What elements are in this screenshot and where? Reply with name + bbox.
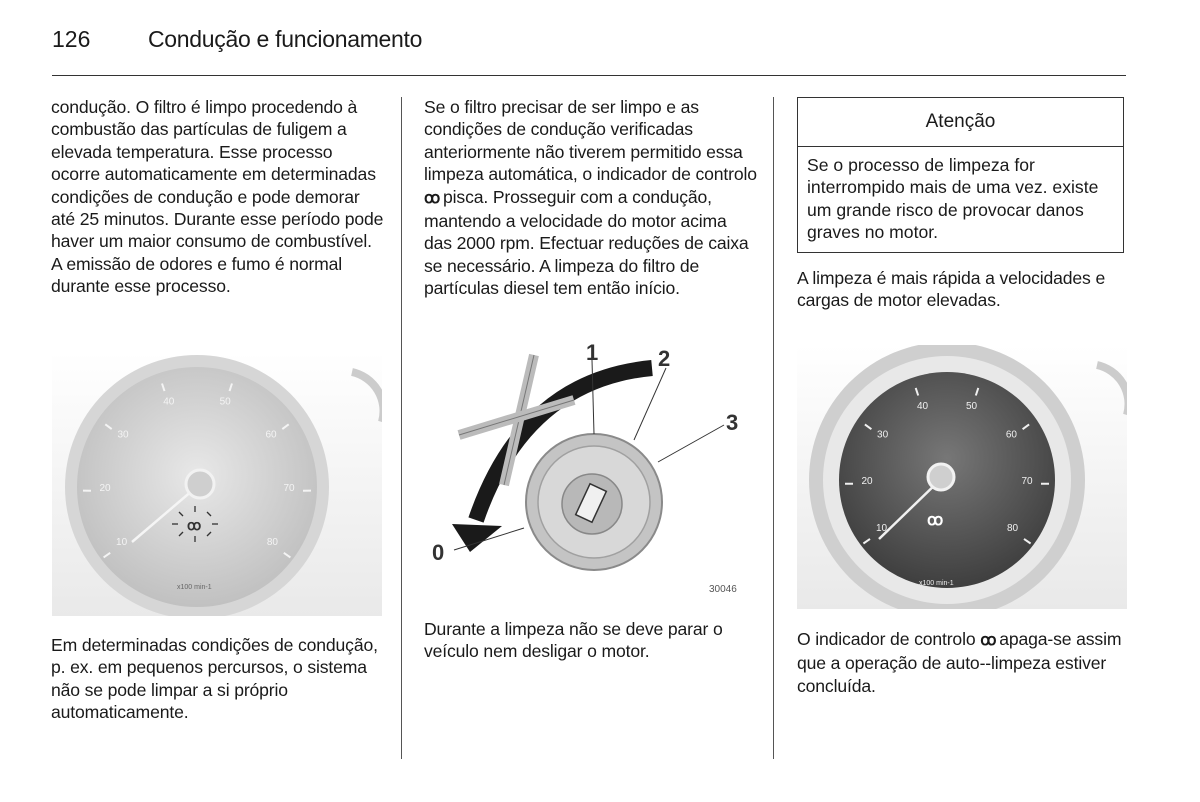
- dashboard-gauge-figure-light: [52, 352, 382, 616]
- col3-text-after-icon: apaga-se assim que a operação de auto--limpeza estiver concluída.: [797, 629, 1122, 696]
- column-divider-2: [773, 97, 774, 759]
- gauge-tick-label: 50: [219, 396, 231, 408]
- dpf-indicator-icon: ꝏ: [424, 189, 439, 207]
- col1-paragraph-1: condução. O filtro é limpo procedendo à combustão das partículas de fuligem a elevada temperatura. Esse processo ocorre automaticamente em determinadas condições de condução e pode demorar até 25 minutos. Durante esse período pode haver um maior consumo de combustível. A emissão de odores e fumo é normal durante esse processo.: [51, 97, 384, 297]
- col2-paragraph-1: [424, 96, 759, 300]
- col2-text-before-icon: Se o filtro precisar de ser limpo e as condições de condução verificadas anteriormente não tiverem permitido essa limpeza automática, o indicador de controlo: [424, 97, 757, 185]
- gauge-tick-label: 30: [117, 429, 129, 441]
- gauge-hub: [186, 470, 214, 498]
- gauge-tick-label: 20: [861, 476, 873, 487]
- col3-text-before-icon: O indicador de controlo: [797, 629, 981, 649]
- gauge-tick-label: 60: [265, 429, 277, 441]
- ignition-switch-figure: [424, 330, 759, 606]
- gauge-tick-label: 70: [1021, 476, 1033, 487]
- svg-text:ꝏ: ꝏ: [187, 517, 202, 533]
- header-rule: [52, 75, 1126, 76]
- gauge-unit-label: x100 min-1: [177, 584, 212, 591]
- figure-label-0: 0: [432, 540, 445, 565]
- gauge-tick-label: 30: [877, 429, 889, 441]
- gauge-tick-label: 70: [283, 482, 295, 494]
- col3-paragraph-1: A limpeza é mais rápida a velocidades e cargas de motor elevadas.: [797, 268, 1106, 311]
- figure-code: 30046: [709, 584, 737, 595]
- gauge-tick-label: 40: [163, 396, 175, 408]
- dpf-warning-light-icon: ꝏ: [927, 512, 944, 529]
- gauge-tick-label: 60: [1005, 429, 1017, 441]
- figure-label-1: 1: [586, 340, 599, 365]
- gauge-tick-label: 80: [266, 536, 278, 548]
- gauge-tick-label: 10: [875, 522, 888, 534]
- col2-text-after-icon: pisca. Prosseguir com a condução, mantendo a velocidade do motor acima das 2000 rpm. Efectuar reduções de caixa se necessário. A limpeza do filtro de partículas diesel tem então início.: [424, 186, 749, 299]
- warning-box: [797, 97, 1124, 253]
- dashboard-gauge-figure-dark: [797, 345, 1127, 609]
- page-number: 126: [52, 26, 91, 52]
- gauge-unit-label: x100 min-1: [919, 580, 954, 587]
- warning-title: Atenção: [798, 98, 1123, 147]
- column-divider-1: [401, 97, 402, 759]
- col1-paragraph-2: Em determinadas condições de condução, p. ex. em pequenos percursos, o sistema não se pode limpar a si próprio automaticamente.: [51, 635, 378, 723]
- col3-paragraph-2: [797, 628, 1127, 697]
- gauge-tick-label: 80: [1006, 522, 1019, 534]
- dpf-indicator-icon: ꝏ: [980, 632, 995, 649]
- figure-label-2: 2: [658, 346, 671, 371]
- gauge-tick-label: 20: [99, 482, 111, 494]
- gauge-tick-label: 40: [916, 400, 929, 412]
- gauge-hub: [928, 464, 954, 490]
- col2-paragraph-2: Durante a limpeza não se deve parar o veículo nem desligar o motor.: [424, 619, 723, 662]
- warning-text: Se o processo de limpeza for interrompido mais de uma vez. existe um grande risco de provocar danos graves no motor.: [807, 155, 1099, 243]
- figure-label-3: 3: [726, 410, 739, 435]
- section-title: Condução e funcionamento: [148, 26, 423, 52]
- gauge-tick-label: 10: [116, 536, 128, 548]
- gauge-tick-label: 50: [965, 400, 978, 412]
